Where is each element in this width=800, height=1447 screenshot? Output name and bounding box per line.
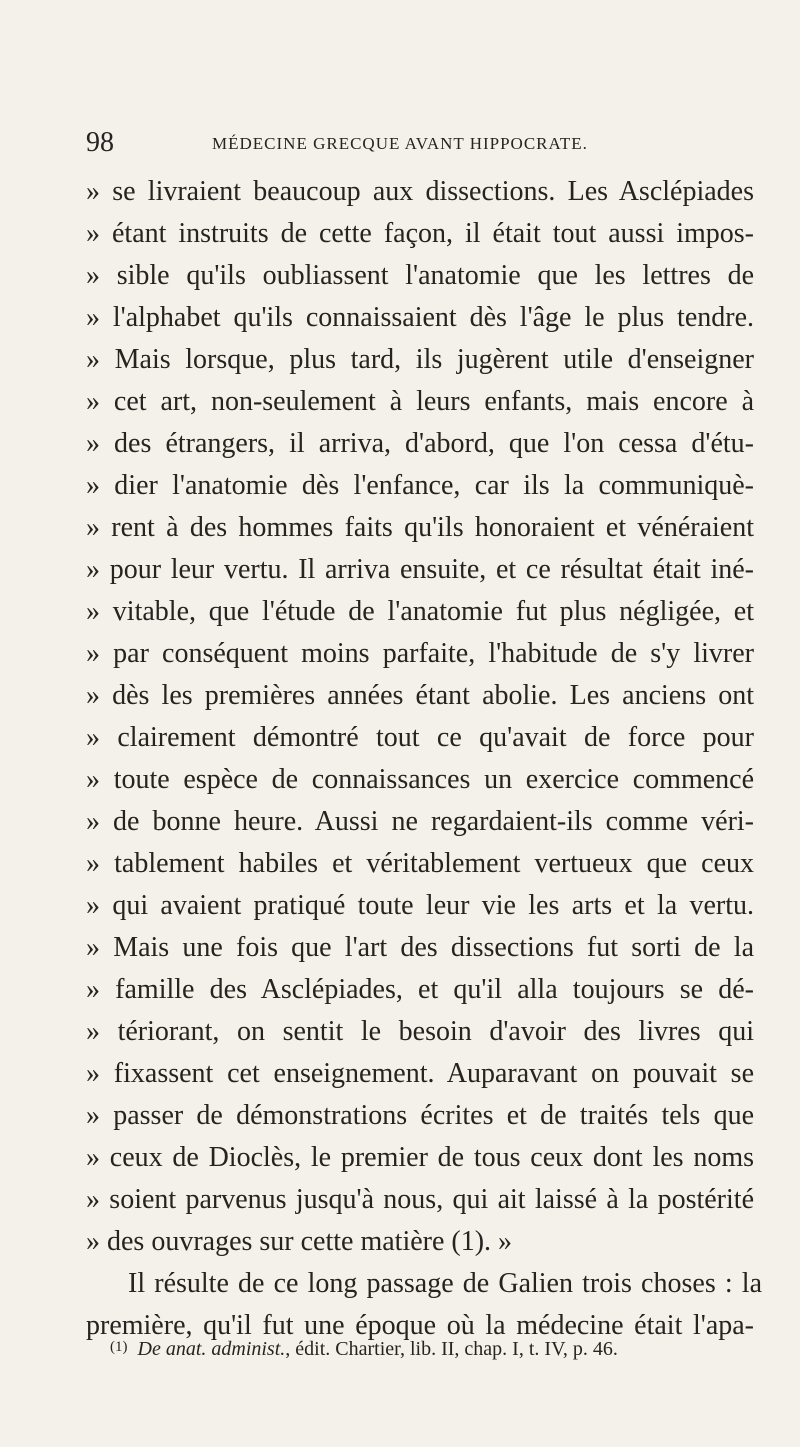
text-line: » vitable, que l'étude de l'anatomie fut plus négligée, et [86,596,754,627]
text-line: » qui avaient pratiqué toute leur vie les arts et la vertu. [86,890,754,921]
text-line: » dès les premières années étant abolie. Les anciens ont [86,680,754,711]
text-line: » tablement habiles et véritablement vertueux que ceux [86,848,754,879]
text-line: » Mais une fois que l'art des dissections fut sorti de la [86,932,754,963]
text-line: » des ouvrages sur cette matière (1). » [86,1226,513,1257]
text-line: » ceux de Dioclès, le premier de tous ceux dont les noms [86,1142,754,1173]
footnote-work-title: De anat. administ. [137,1338,286,1360]
text-line: » tériorant, on sentit le besoin d'avoir des livres qui [86,1016,754,1047]
footnote [110,1332,760,1364]
footnote-marker: (1) [110,1339,128,1355]
text-line: » fixassent cet enseignement. Auparavant on pouvait se [86,1058,754,1089]
text-line: » pour leur vertu. Il arriva ensuite, et ce résultat était iné- [86,554,754,585]
text-line: » toute espèce de connaissances un exercice commencé [86,764,754,795]
page-number: 98 [86,127,114,158]
text-line: » de bonne heure. Aussi ne regardaient-ils comme véri- [86,806,754,837]
text-line: » dier l'anatomie dès l'enfance, car ils la communiquè- [86,470,754,501]
text-line: » cet art, non-seulement à leurs enfants, mais encore à [86,386,754,417]
text-line: Il résulte de ce long passage de Galien trois choses : la [128,1268,762,1299]
footnote-citation: , édit. Chartier, lib. II, chap. I, t. IV, p. 46. [285,1338,618,1360]
text-line: » passer de démonstrations écrites et de traités tels que [86,1100,754,1131]
text-line: » sible qu'ils oubliassent l'anatomie que les lettres de [86,260,754,291]
running-head [86,128,751,162]
text-line: » l'alphabet qu'ils connaissaient dès l'âge le plus tendre. [86,302,754,333]
text-line: » étant instruits de cette façon, il était tout aussi impos- [86,218,754,249]
running-title: MÉDECINE GRECQUE AVANT HIPPOCRATE. [212,134,588,153]
text-line: » famille des Asclépiades, et qu'il alla toujours se dé- [86,974,754,1005]
text-line: » Mais lorsque, plus tard, ils jugèrent utile d'enseigner [86,344,754,375]
text-line: » des étrangers, il arriva, d'abord, que l'on cessa d'étu- [86,428,754,459]
text-line: » soient parvenus jusqu'à nous, qui ait laissé à la postérité [86,1184,754,1215]
text-line: première, qu'il fut une époque où la médecine était l'apa- [86,1310,754,1341]
text-line: » clairement démontré tout ce qu'avait de force pour [86,722,754,753]
text-line: » se livraient beaucoup aux dissections. Les Asclépiades [86,176,754,207]
text-line: » par conséquent moins parfaite, l'habitude de s'y livrer [86,638,754,669]
text-line: » rent à des hommes faits qu'ils honoraient et vénéraient [86,512,754,543]
